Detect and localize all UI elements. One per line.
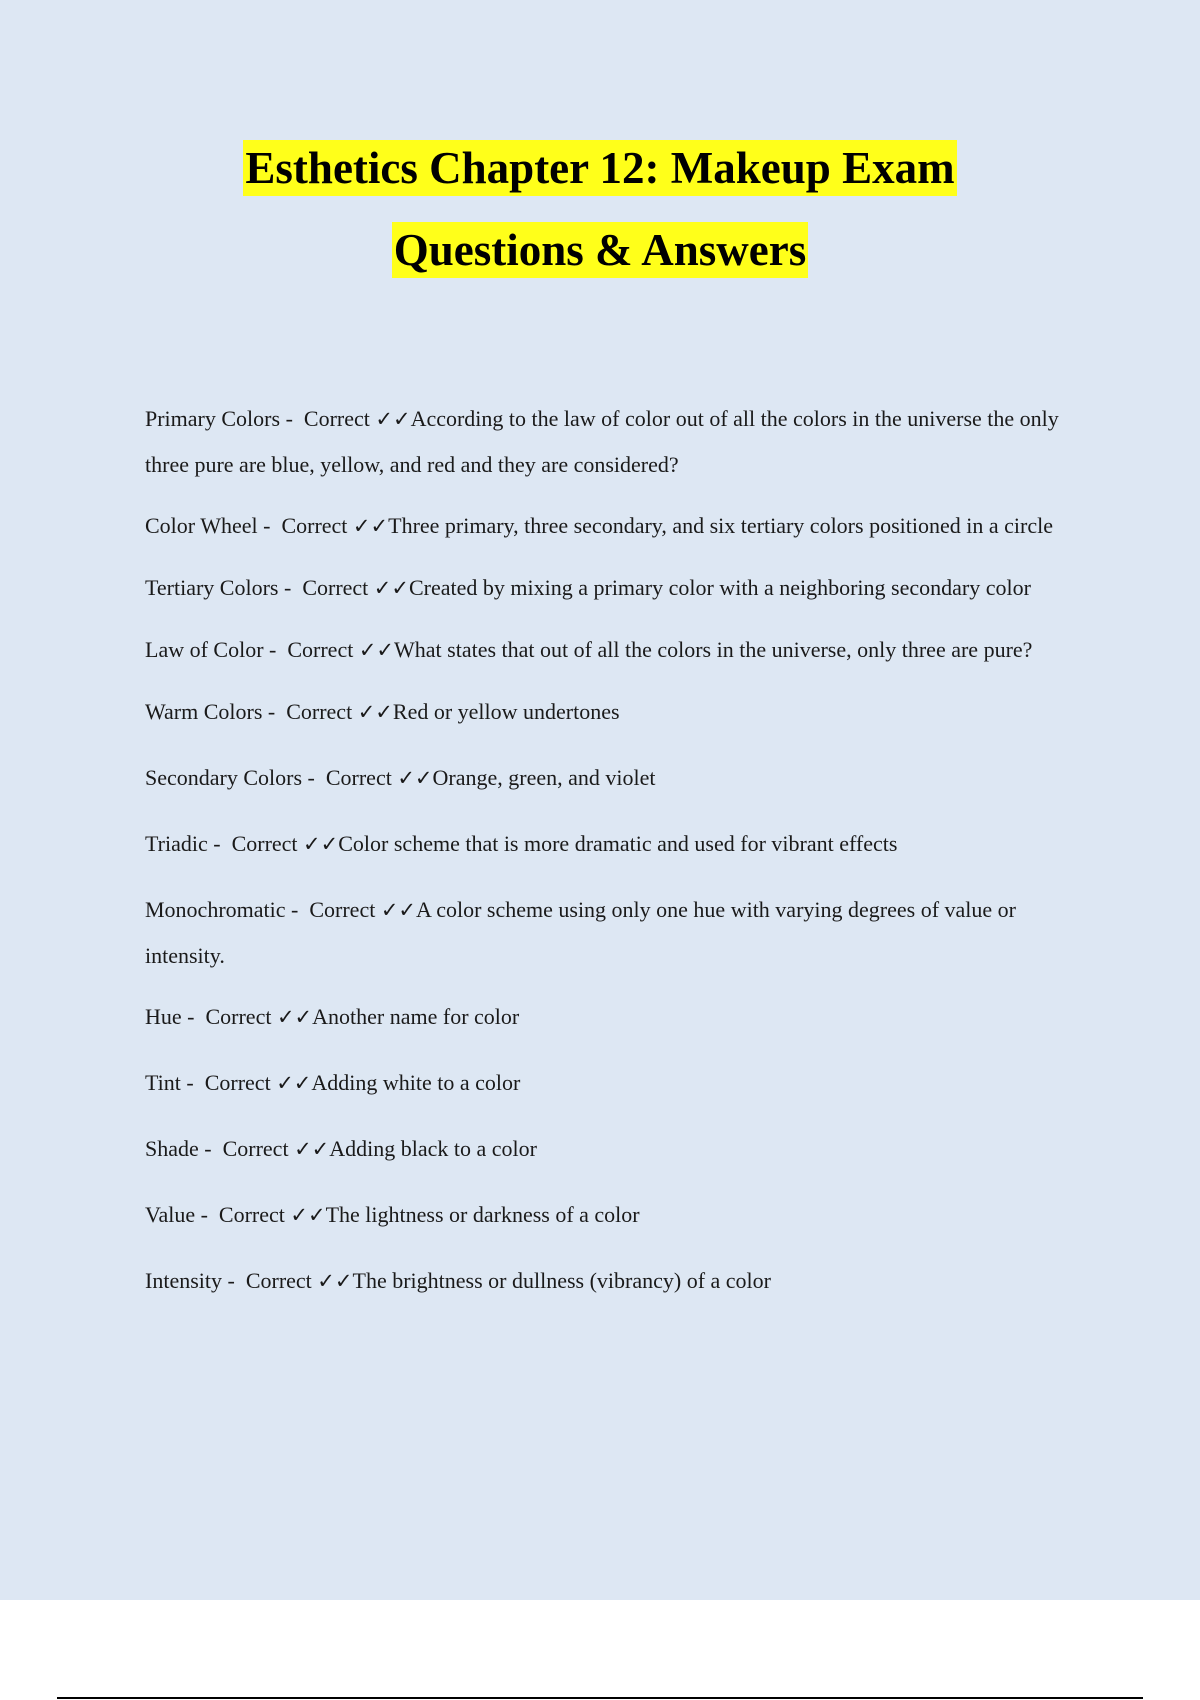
double-check-icon: ✓✓ bbox=[352, 514, 389, 538]
correct-label: Correct bbox=[231, 831, 298, 856]
double-check-icon: ✓✓ bbox=[397, 766, 433, 790]
double-check-icon: ✓✓ bbox=[375, 407, 411, 431]
footer-divider bbox=[57, 1697, 1143, 1699]
document-title bbox=[0, 140, 1200, 304]
qa-term: Tint - bbox=[145, 1070, 205, 1095]
title-line-2: Questions & Answers bbox=[392, 222, 809, 278]
qa-answer: Three primary, three secondary, and six tertiary colors positioned in a circle bbox=[388, 513, 1053, 538]
qa-item bbox=[145, 565, 1095, 611]
double-check-icon: ✓✓ bbox=[357, 700, 393, 724]
qa-term: Color Wheel - bbox=[145, 513, 281, 538]
qa-answer: Adding white to a color bbox=[311, 1070, 521, 1095]
qa-answer: Adding black to a color bbox=[329, 1136, 537, 1161]
qa-term: Shade - bbox=[145, 1136, 223, 1161]
correct-label: Correct bbox=[325, 765, 392, 790]
title-line-1: Esthetics Chapter 12: Makeup Exam bbox=[243, 140, 956, 196]
qa-answer: A color scheme using only one hue with varying degrees of value or intensity. bbox=[145, 897, 1016, 968]
correct-label: Correct bbox=[222, 1136, 289, 1161]
qa-term: Intensity - bbox=[145, 1268, 246, 1293]
qa-item bbox=[145, 1060, 1095, 1106]
qa-answer: According to the law of color out of all the colors in the universe the only three pure are blue, yellow, and red and they are considered? bbox=[145, 406, 1059, 477]
qa-item bbox=[145, 887, 1095, 978]
double-check-icon: ✓✓ bbox=[358, 638, 395, 662]
double-check-icon: ✓✓ bbox=[294, 1137, 330, 1161]
qa-answer: Color scheme that is more dramatic and used for vibrant effects bbox=[338, 831, 898, 856]
qa-term: Law of Color - bbox=[145, 637, 287, 662]
qa-term: Triadic - bbox=[145, 831, 232, 856]
double-check-icon: ✓✓ bbox=[276, 1071, 312, 1095]
qa-item bbox=[145, 821, 1095, 867]
qa-item bbox=[145, 689, 1095, 735]
qa-item bbox=[145, 627, 1095, 673]
double-check-icon: ✓✓ bbox=[290, 1203, 326, 1227]
qa-answer: The lightness or darkness of a color bbox=[325, 1202, 640, 1227]
qa-item bbox=[145, 1258, 1095, 1304]
qa-item bbox=[145, 1126, 1095, 1172]
double-check-icon: ✓✓ bbox=[373, 576, 409, 600]
correct-label: Correct bbox=[287, 637, 354, 662]
qa-list bbox=[145, 396, 1095, 1324]
correct-label: Correct bbox=[302, 575, 369, 600]
double-check-icon: ✓✓ bbox=[317, 1269, 353, 1293]
correct-label: Correct bbox=[286, 699, 353, 724]
double-check-icon: ✓✓ bbox=[276, 1005, 313, 1029]
correct-label: Correct bbox=[245, 1268, 312, 1293]
qa-item bbox=[145, 503, 1095, 549]
qa-term: Monochromatic - bbox=[145, 897, 309, 922]
qa-answer: What states that out of all the colors in the universe, only three are pure? bbox=[394, 637, 1033, 662]
qa-term: Warm Colors - bbox=[145, 699, 286, 724]
qa-term: Secondary Colors - bbox=[145, 765, 326, 790]
correct-label: Correct bbox=[309, 897, 376, 922]
qa-item bbox=[145, 994, 1095, 1040]
correct-label: Correct bbox=[281, 513, 348, 538]
qa-answer: Another name for color bbox=[312, 1004, 520, 1029]
correct-label: Correct bbox=[218, 1202, 285, 1227]
qa-term: Primary Colors - bbox=[145, 406, 304, 431]
correct-label: Correct bbox=[303, 406, 370, 431]
qa-item bbox=[145, 1192, 1095, 1238]
qa-answer: Orange, green, and violet bbox=[432, 765, 656, 790]
double-check-icon: ✓✓ bbox=[380, 898, 417, 922]
qa-answer: Created by mixing a primary color with a neighboring secondary color bbox=[408, 575, 1031, 600]
qa-item bbox=[145, 396, 1095, 487]
qa-term: Tertiary Colors - bbox=[145, 575, 302, 600]
qa-answer: Red or yellow undertones bbox=[392, 699, 620, 724]
correct-label: Correct bbox=[204, 1070, 271, 1095]
qa-term: Hue - bbox=[145, 1004, 205, 1029]
qa-term: Value - bbox=[145, 1202, 219, 1227]
qa-answer: The brightness or dullness (vibrancy) of a color bbox=[352, 1268, 771, 1293]
qa-item bbox=[145, 755, 1095, 801]
double-check-icon: ✓✓ bbox=[303, 832, 339, 856]
correct-label: Correct bbox=[205, 1004, 272, 1029]
